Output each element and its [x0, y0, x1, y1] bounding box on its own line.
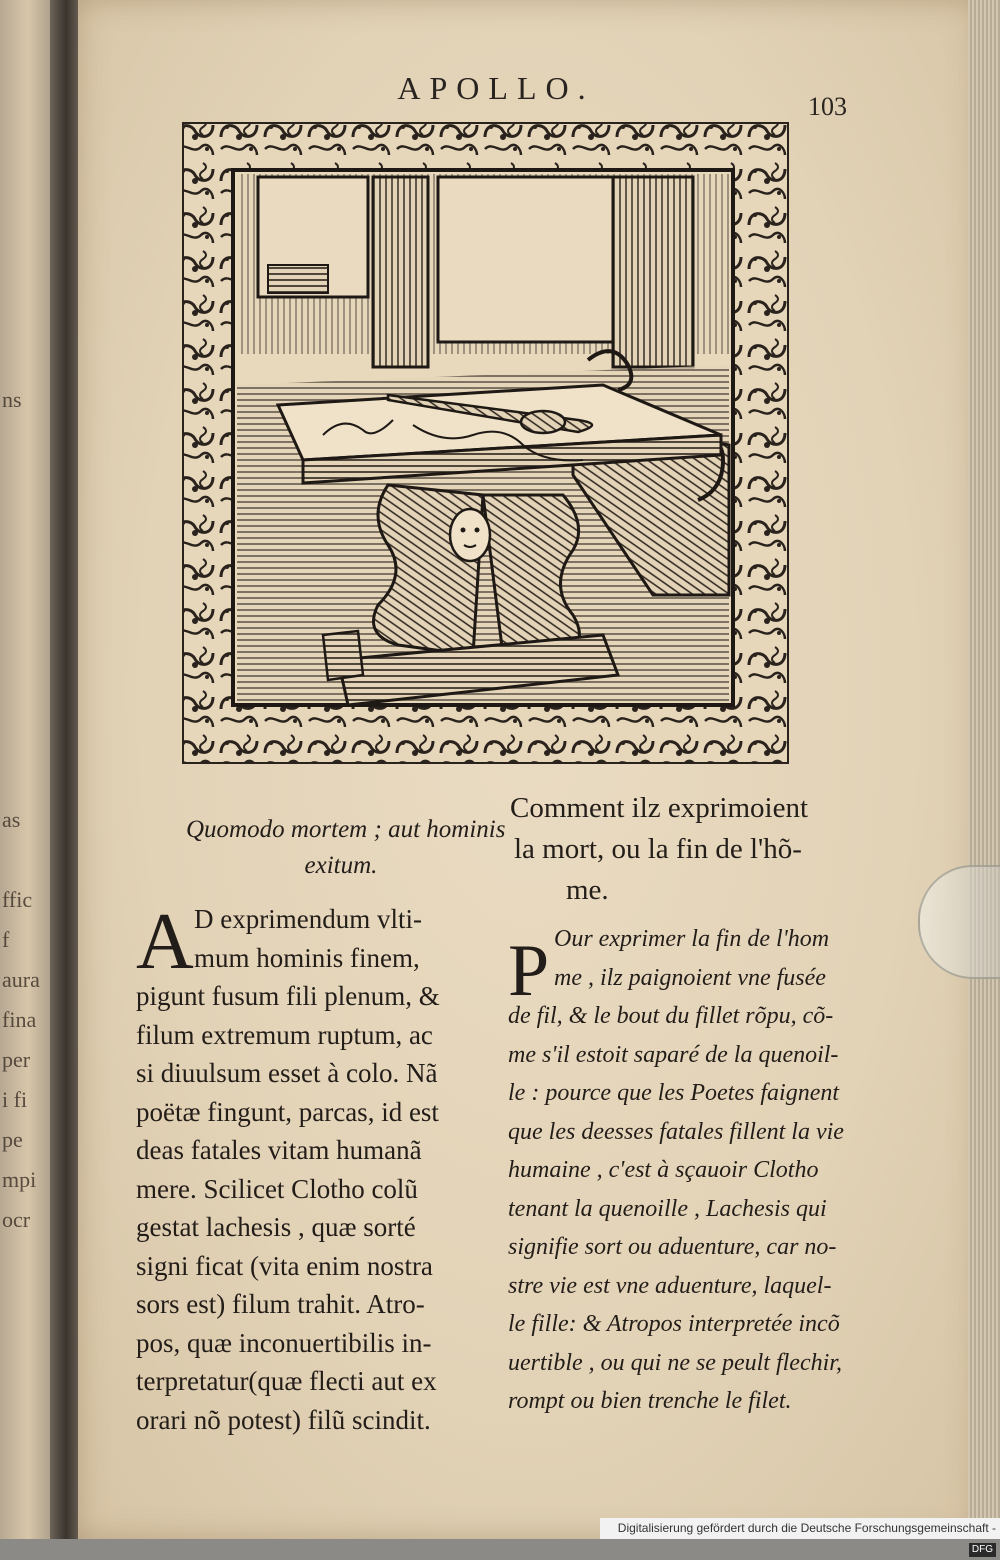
french-column — [508, 920, 883, 1421]
french-line: rompt ou bien trenche le filet. — [508, 1388, 792, 1414]
french-line: que les deesses fatales fillent la vie — [508, 1118, 844, 1145]
french-dropcap: P — [508, 930, 550, 1012]
latin-line: pos, quæ inconuertibilis in- — [136, 1327, 432, 1358]
latin-line: poëtæ fingunt, parcas, id est — [136, 1096, 439, 1127]
digitization-footer — [600, 1518, 1000, 1555]
dfg-logo: DFG — [969, 1543, 996, 1557]
latin-line: si diuulsum esset à colo. Nã — [136, 1058, 438, 1088]
french-caption-line: la mort, ou la fin de l'hõ- — [514, 833, 802, 865]
french-line: me s'il estoit saparé de la quenoil- — [508, 1041, 839, 1068]
latin-caption-line: Quomodo mortem ; aut hominis — [186, 816, 506, 843]
latin-line: filum extremum ruptum, ac — [136, 1019, 433, 1050]
woodcut-illustration — [173, 115, 798, 770]
footer-text: Digitalisierung gefördert durch die Deutsche Forschungsgemeinschaft - — [617, 1521, 996, 1535]
latin-caption — [186, 812, 506, 884]
left-page-fragment: per — [2, 1047, 31, 1072]
latin-caption-line: exitum. — [304, 852, 378, 879]
french-line: signifie sort ou aduenture, car no- — [508, 1234, 837, 1260]
french-line: tenant la quenoille , Lachesis qui — [508, 1195, 827, 1222]
left-page-fragment: f — [2, 927, 10, 952]
latin-line: mere. Scilicet Clotho colũ — [136, 1173, 418, 1204]
french-caption-line: me. — [566, 874, 609, 906]
left-page-fragment: fina — [2, 1007, 37, 1032]
book-page — [78, 0, 978, 1539]
latin-line: mum hominis finem, — [194, 942, 420, 973]
left-page-fragment: as — [2, 807, 21, 832]
french-line: le : pource que les Poetes faignent — [508, 1080, 840, 1106]
french-line: Our exprimer la fin de l'hom — [554, 926, 830, 952]
latin-column — [136, 900, 481, 1439]
latin-line: gestat lachesis , quæ sorté — [136, 1212, 416, 1242]
left-page-fragment: aura — [2, 967, 40, 992]
french-line: de fil, & le bout du fillet rõpu, cõ- — [508, 1003, 834, 1029]
latin-line: deas fatales vitam humanã — [136, 1135, 422, 1165]
page-number: 103 — [808, 92, 847, 121]
latin-dropcap: A — [136, 898, 194, 986]
french-caption — [510, 788, 870, 911]
french-line: me , ilz paignoient vne fusée — [554, 964, 826, 991]
latin-line: signi ficat (vita enim nostra — [136, 1250, 433, 1281]
running-head: APOLLO. — [397, 70, 595, 106]
page-stack-edge — [968, 0, 1000, 1539]
french-caption-line: Comment ilz exprimoient — [510, 792, 809, 824]
latin-line: orari nõ potest) filũ scindit. — [136, 1404, 431, 1435]
latin-line: sors est) filum trahit. Atro- — [136, 1289, 425, 1319]
latin-line: terpretatur(quæ flecti aut ex — [136, 1366, 437, 1396]
latin-line: pigunt fusum fili plenum, & — [136, 981, 440, 1011]
left-page-fragment: pe — [2, 1127, 23, 1152]
french-line: humaine , c'est à sçauoir Clotho — [508, 1157, 819, 1183]
latin-line: D exprimendum vlti- — [194, 904, 422, 934]
left-page-fragment: ocr — [2, 1207, 31, 1232]
left-page-fragment: ffic — [2, 887, 33, 912]
left-page-fragment: ns — [2, 387, 22, 412]
left-page-fragment: i fi — [2, 1087, 28, 1112]
french-line: uertible , ou qui ne se peult flechir, — [508, 1349, 842, 1376]
left-page-fragment: mpi — [2, 1167, 37, 1192]
french-line: le fille: & Atropos interpretée incõ — [508, 1311, 840, 1337]
french-line: stre vie est vne aduenture, laquel- — [508, 1272, 832, 1299]
